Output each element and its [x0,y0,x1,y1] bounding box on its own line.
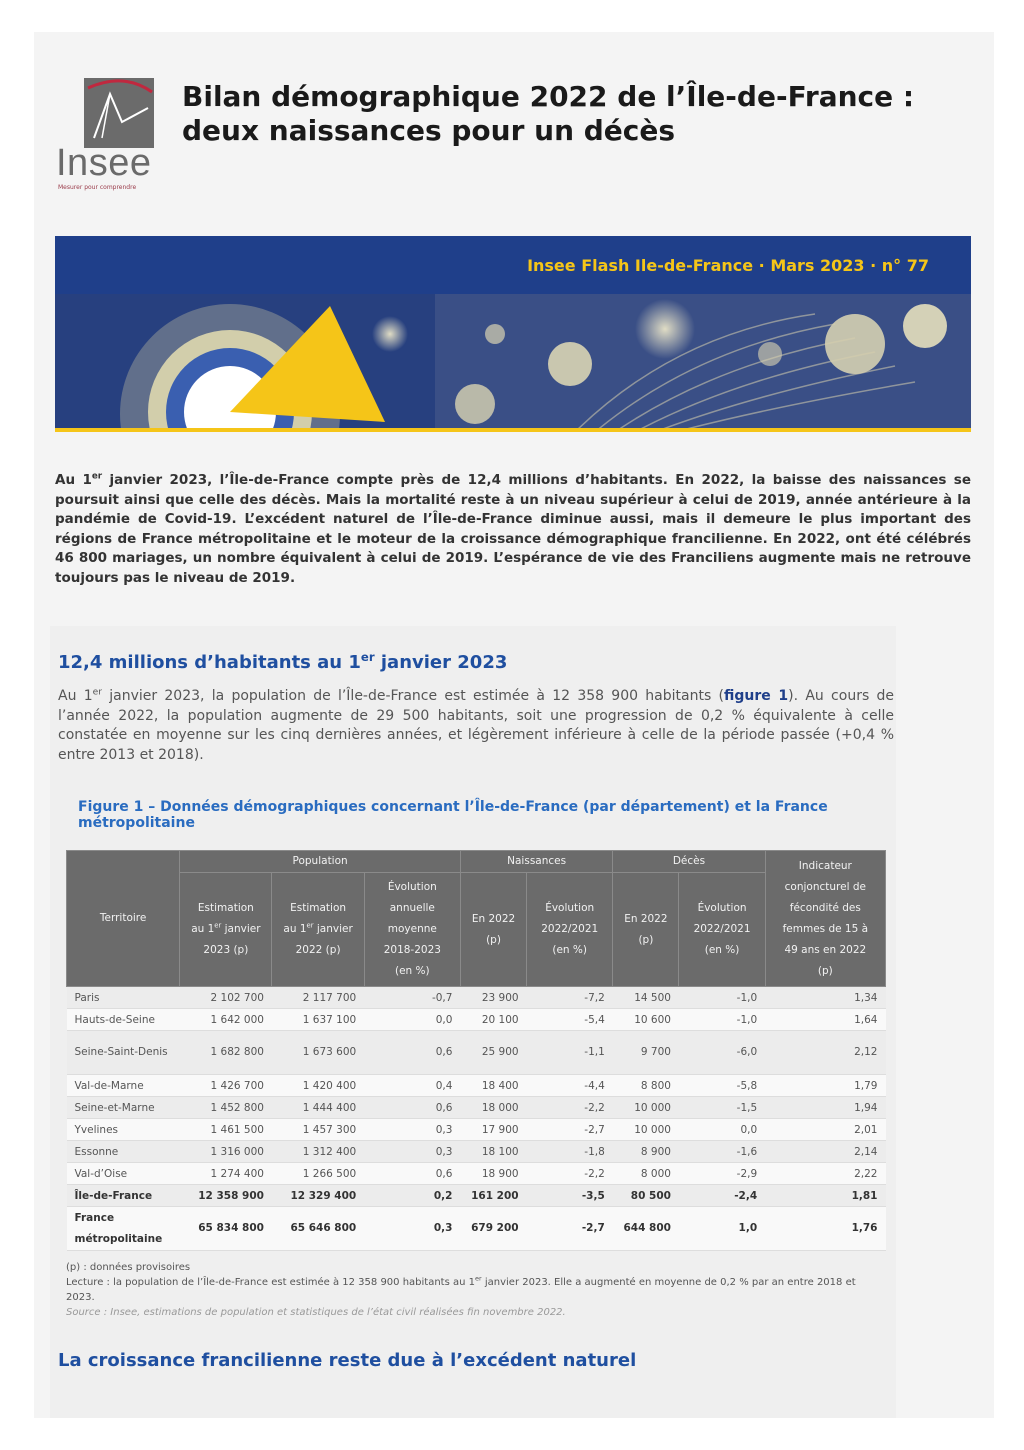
table-cell: 1 316 000 [180,1141,272,1163]
table-cell: 2,22 [765,1163,885,1185]
banner-illustration [55,294,971,432]
col-group-deces: Décès [613,851,765,873]
table-cell: -1,6 [679,1141,765,1163]
table-cell: -5,4 [527,1009,613,1031]
table-cell: 161 200 [460,1185,526,1207]
demographic-table [66,850,886,1251]
insee-logo[interactable] [56,78,160,196]
table-cell: 1 274 400 [180,1163,272,1185]
table-cell: 2,14 [765,1141,885,1163]
table-cell: 14 500 [613,987,679,1009]
table-cell: 9 700 [613,1031,679,1075]
table-cell: 1,34 [765,987,885,1009]
table-cell: 2,01 [765,1119,885,1141]
table-cell: -1,5 [679,1097,765,1119]
table-cell: 2 117 700 [272,987,364,1009]
col-naissances-2022: En 2022 (p) [460,873,526,987]
table-cell: 17 900 [460,1119,526,1141]
figure-1-title: Figure 1 – Données démographiques concernant l’Île-de-France (par département) et la France métropolitaine [78,799,828,831]
table-cell: 0,6 [364,1163,460,1185]
col-est-2023: Estimation au 1er janvier 2023 (p) [180,873,272,987]
table-cell: -2,7 [527,1119,613,1141]
table-cell: 0,6 [364,1031,460,1075]
logo-graphic [84,78,154,148]
table-row [67,1119,886,1141]
table-cell: 1 682 800 [180,1031,272,1075]
table-cell: -1,8 [527,1141,613,1163]
table-cell: 1 426 700 [180,1075,272,1097]
note-lecture: Lecture : la population de l’Île-de-France est estimée à 12 358 900 habitants au 1er janvier 2023. Elle a augmenté en moyenne de 0,2 % par an entre 2018 et 2023. [66,1274,856,1303]
row-territoire: Hauts-de-Seine [67,1009,180,1031]
table-body [67,987,886,1251]
table-cell: 1 312 400 [272,1141,364,1163]
table-row [67,1031,886,1075]
table-cell: 1 637 100 [272,1009,364,1031]
table-cell: 0,3 [364,1207,460,1251]
figure-1-link[interactable]: figure 1 [723,688,789,704]
table-cell: 1,94 [765,1097,885,1119]
table-cell: 1,76 [765,1207,885,1251]
table-cell: 1 444 400 [272,1097,364,1119]
table-row [67,1163,886,1185]
table-cell: -4,4 [527,1075,613,1097]
row-territoire: Val-d’Oise [67,1163,180,1185]
table-cell: 12 329 400 [272,1185,364,1207]
table-cell: 10 000 [613,1119,679,1141]
document-title: Bilan démographique 2022 de l’Île-de-France : deux naissances pour un décès [182,80,915,147]
row-territoire: Seine-Saint-Denis [67,1031,180,1075]
table-cell: -1,1 [527,1031,613,1075]
logo-mark [84,78,154,148]
col-evol-annuelle: Évolution annuelle moyenne 2018-2023 (en %) [364,873,460,987]
table-cell: 644 800 [613,1207,679,1251]
table-cell: 18 100 [460,1141,526,1163]
table-cell: 8 000 [613,1163,679,1185]
table-cell: 1 461 500 [180,1119,272,1141]
row-territoire: Essonne [67,1141,180,1163]
figure-notes [66,1260,886,1320]
table-cell: 12 358 900 [180,1185,272,1207]
table-cell: 8 900 [613,1141,679,1163]
table-cell: 20 100 [460,1009,526,1031]
table-cell: 1,81 [765,1185,885,1207]
table-cell: 0,3 [364,1119,460,1141]
section-heading-croissance: La croissance francilienne reste due à l’excédent naturel [58,1350,637,1371]
table-cell: -1,0 [679,987,765,1009]
table-row [67,1097,886,1119]
note-provisional: (p) : données provisoires [66,1262,191,1273]
col-group-population: Population [180,851,461,873]
table-cell: 18 000 [460,1097,526,1119]
table-cell: -2,9 [679,1163,765,1185]
table-row [67,1185,886,1207]
row-territoire: Paris [67,987,180,1009]
table-cell: -6,0 [679,1031,765,1075]
table-cell: 18 400 [460,1075,526,1097]
table-cell: 8 800 [613,1075,679,1097]
table-cell: 1 642 000 [180,1009,272,1031]
table-cell: 18 900 [460,1163,526,1185]
row-territoire: France métropolitaine [67,1207,180,1251]
col-group-naissances: Naissances [460,851,612,873]
row-territoire: Île-de-France [67,1185,180,1207]
table-cell: 0,3 [364,1141,460,1163]
table-cell: 1,79 [765,1075,885,1097]
logo-tagline: Mesurer pour comprendre [58,184,137,191]
table-cell: 1 457 300 [272,1119,364,1141]
table-cell: -3,5 [527,1185,613,1207]
table-cell: 2 102 700 [180,987,272,1009]
table-row [67,1009,886,1031]
table-cell: -5,8 [679,1075,765,1097]
table-cell: 1 673 600 [272,1031,364,1075]
table-cell: -0,7 [364,987,460,1009]
row-territoire: Seine-et-Marne [67,1097,180,1119]
table-cell: -2,2 [527,1097,613,1119]
col-deces-2022: En 2022 (p) [613,873,679,987]
table-cell: 65 834 800 [180,1207,272,1251]
banner-graphic [55,294,971,432]
logo-text: Insee [56,142,152,184]
intro-paragraph: Au 1er janvier 2023, l’Île-de-France compte près de 12,4 millions d’habitants. En 2022, la baisse des naissances se poursuit ainsi que celle des décès. Mais la mortalité reste à un niveau supérieur à celui de 2019, année antérieure à la pandémie de Covid-19. L’excédent naturel de l’Île-de-France diminue aussi, mais il demeure le plus important des régions de France métropolitaine et le moteur de la croissance démographique francilienne. En 2022, ont été célébrés 46 800 mariages, un nombre équivalent à celui de 2019. L’espérance de vie des Franciliens augmente mais ne retrouve toujours pas le niveau de 2019. [55,471,971,586]
row-territoire: Val-de-Marne [67,1075,180,1097]
col-naissances-evol: Évolution 2022/2021 (en %) [527,873,613,987]
table-cell: -2,4 [679,1185,765,1207]
population-paragraph: Au 1er janvier 2023, la population de l’Île-de-France est estimée à 12 358 900 habitants (figure 1). Au cours de l’année 2022, la population augmente de 29 500 habitants, soit une progression de 0,2 % équivalente à celle constatée en moyenne sur les cinq dernières années, et légèrement inférieure à celle de la période passée (+0,4 % entre 2013 et 2018). [58,687,894,763]
table-cell: 0,6 [364,1097,460,1119]
table-cell: -2,7 [527,1207,613,1251]
table-cell: 2,12 [765,1031,885,1075]
table-cell: 679 200 [460,1207,526,1251]
table-cell: 0,0 [679,1119,765,1141]
table-cell: -1,0 [679,1009,765,1031]
row-territoire: Yvelines [67,1119,180,1141]
section-heading-population: 12,4 millions d’habitants au 1er janvier 2023 [58,650,508,673]
col-territoire: Territoire [67,851,180,987]
table-cell: 1,0 [679,1207,765,1251]
publication-banner [55,236,971,294]
table-cell: 1,64 [765,1009,885,1031]
table-cell: 25 900 [460,1031,526,1075]
table-cell: 1 452 800 [180,1097,272,1119]
col-deces-evol: Évolution 2022/2021 (en %) [679,873,765,987]
table-cell: 0,2 [364,1185,460,1207]
table-cell: 1 266 500 [272,1163,364,1185]
publication-label: Insee Flash Ile-de-France · Mars 2023 · n° 77 [527,256,929,275]
table-cell: 10 000 [613,1097,679,1119]
col-icf: Indicateur conjoncturel de fécondité des femmes de 15 à 49 ans en 2022 (p) [765,851,885,987]
table-cell: 65 646 800 [272,1207,364,1251]
col-est-2022: Estimation au 1er janvier 2022 (p) [272,873,364,987]
table-row [67,987,886,1009]
table-row [67,1141,886,1163]
table-row [67,1075,886,1097]
table-cell: 0,0 [364,1009,460,1031]
table-cell: 23 900 [460,987,526,1009]
note-source: Source : Insee, estimations de population et statistiques de l’état civil réalisées fin novembre 2022. [66,1307,566,1318]
table-cell: 10 600 [613,1009,679,1031]
table-cell: 0,4 [364,1075,460,1097]
table-cell: -2,2 [527,1163,613,1185]
table-row [67,1207,886,1251]
table-cell: -7,2 [527,987,613,1009]
table-cell: 80 500 [613,1185,679,1207]
table-cell: 1 420 400 [272,1075,364,1097]
